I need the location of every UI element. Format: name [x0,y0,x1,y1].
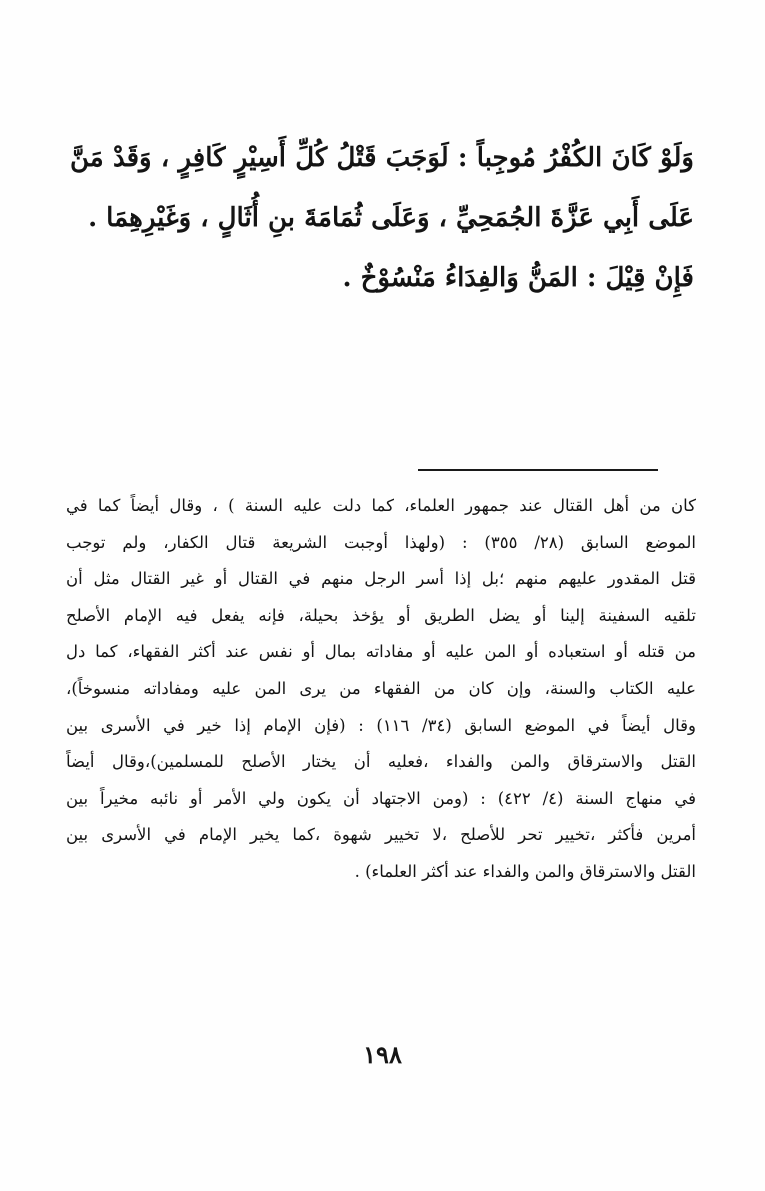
footnote-block [66,488,696,891]
footnote-line: من قتله أو استعباده أو المن عليه أو مفاداته بمال أو نفس عند أكثر الفقهاء، كما دل [66,642,696,662]
footnote-line: كان من أهل القتال عند جمهور العلماء، كما دلت عليه السنة ) ، وقال أيضاً كما في [66,496,696,515]
footnote-line: القتل والاسترقاق والمن والفداء ،فعليه أن يختار الأصلح للمسلمين)،وقال أيضاً [66,752,696,772]
footnote-line: القتل والاسترقاق والمن والفداء عند أكثر العلماء) . [354,861,696,881]
footnote-line: عليه الكتاب والسنة، وإن كان من الفقهاء من يرى المن عليه ومفاداته منسوخاً)، [66,678,696,698]
main-text-block [70,128,694,308]
footnote-line: الموضع السابق (٢٨/ ٣٥٥) : (ولهذا أوجبت الشريعة قتال الكفار، ولم توجب [66,532,696,552]
footnote-line: وقال أيضاً في الموضع السابق (٣٤/ ١١٦) : (فإن الإمام إذا خير في الأسرى بين [66,715,696,735]
footnote-line: في منهاج السنة (٤/ ٤٢٢) : (ومن الاجتهاد أن يكون ولي الأمر أو نائبه مخيراً بين [66,788,696,808]
page-number: ١٩٨ [363,1040,402,1069]
main-text-line: وَلَوْ كَانَ الكُفْرُ مُوجِباً : لَوَجَبَ قَتْلُ كُلِّ أَسِيْرٍ كَافِرٍ ، وَقَدْ مَنَّ [70,143,694,173]
main-text-line: عَلَى أَبِي عَزَّةَ الجُمَحِيِّ ، وَعَلَى ثُمَامَةَ بنِ أُثَالٍ ، وَغَيْرِهِمَا . [88,203,694,233]
footnote-separator [418,469,658,471]
footnote-line: قتل المقدور عليهم منهم ؛بل إذا أسر الرجل منهم في القتال أو غير القتال مثل أن [66,569,696,589]
footnote-line: أمرين فأكثر ،تخيير تحر للأصلح ،لا تخيير شهوة ،كما يخير الإمام في الأسرى بين [66,825,696,845]
main-text-line: فَإِنْ قِيْلَ : المَنُّ وَالفِدَاءُ مَنْسُوْخٌ . [342,263,694,293]
footnote-line: تلقيه السفينة إلينا أو يضل الطريق أو يؤخذ بحيلة، فإنه يفعل فيه الإمام الأصلح [66,605,696,625]
